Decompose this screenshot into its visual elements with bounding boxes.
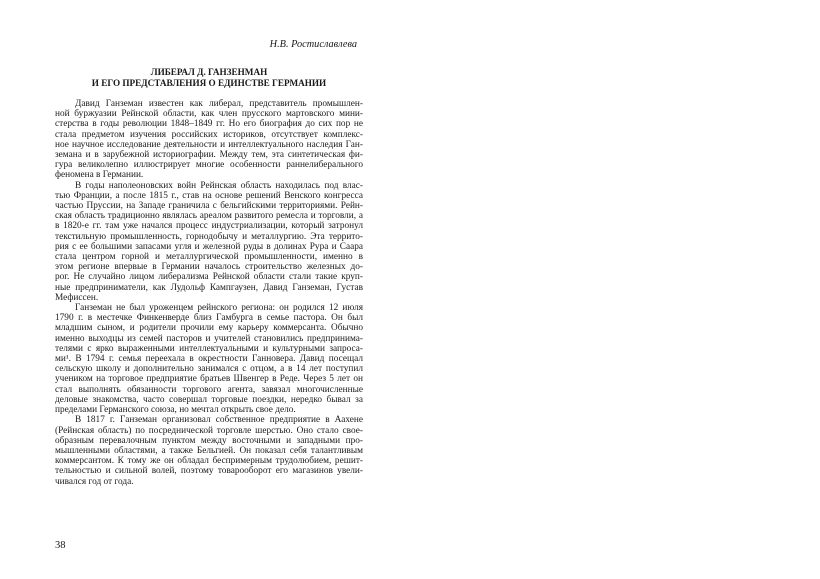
text-line: Ганземан не был уроженцем рейнского региона: он родился 12 июля — [75, 303, 363, 314]
article-title-line: ЛИБЕРАЛ Д. ГАНЗЕНМАН — [150, 67, 268, 77]
paragraph — [55, 99, 363, 181]
text-line: ной буржуазии Рейнской области, как член прусского мартовского мини- — [55, 109, 363, 120]
paragraph — [55, 181, 363, 303]
text-line: ми¹. В 1794 г. семья переехала в окрестности Ганновера. Давид посещал — [55, 354, 363, 365]
text-line: телями с ярко выраженными интеллектуальными и культурными запроса- — [55, 343, 363, 354]
text-line: в 1820-е гг. там уже начался процесс индустриализации, который затронул — [55, 221, 363, 232]
text-line: коммерсантом. К тому же он обладал беспримерным трудолюбием, решит- — [55, 456, 363, 467]
page — [55, 38, 363, 487]
text-line: стала предметом изучения российских историков, отсутствует комплекс- — [55, 129, 363, 140]
text-line: образным перевалочным пунктом между восточными и западными про- — [55, 435, 363, 446]
text-line: Мефиссен. — [55, 292, 99, 303]
text-line: земана и в зарубежной историографии. Между тем, эта синтетическая фи- — [55, 150, 363, 161]
text-line: тью Франции, а после 1815 г., став на основе решений Венского конгресса — [55, 190, 363, 201]
page-number: 38 — [55, 540, 66, 551]
text-line: младшим сыном, и родители прочили ему карьеру коммерсанта. Обычно — [55, 323, 363, 334]
text-line: стал выполнять обязанности торгового агента, завязал многочисленные — [55, 384, 363, 395]
text-line: Давид Ганземан известен как либерал, представитель промышлен- — [75, 99, 363, 109]
text-line: ное научное исследование деятельности и интеллектуального наследия Ган- — [55, 139, 363, 150]
text-line: гура великолепно иллюстрирует многие особенности раннелиберального — [55, 160, 363, 171]
article-body — [55, 99, 363, 487]
text-line: тельностью и сильной волей, поэтому товарооборот его магазинов увели- — [55, 466, 363, 477]
text-line: рог. Не случайно лицом либерализма Рейнской области стали такие круп- — [55, 272, 363, 283]
text-line: сельскую школу и дополнительно занимался с отцом, а в 14 лет поступил — [55, 364, 363, 375]
text-line: В годы наполеоновских войн Рейнская область находилась под влас- — [75, 180, 363, 191]
text-line: чивался год от года. — [55, 476, 134, 487]
text-line: текстильную промышленность, горнодобычу и металлургию. Эта террито- — [55, 231, 363, 242]
text-line: (Рейнская область) по посреднической торговле шерстью. Оно стало свое- — [55, 425, 363, 436]
text-line: рия с ее большими запасами угля и железной руды в долинах Рура и Саара — [55, 241, 363, 252]
text-line: пределами Германского союза, но мечтал открыть свое дело. — [55, 405, 296, 416]
article-title — [55, 67, 363, 89]
text-line: этом регионе впервые в Германии началось строительство железных до- — [55, 262, 363, 273]
text-line: 1790 г. в местечке Финкенверде близ Гамбурга в семье пастора. Он был — [55, 313, 363, 324]
text-line: ская область традиционно являлась ареалом развитого ремесла и торговли, а — [55, 211, 363, 222]
paragraph — [55, 303, 363, 415]
text-line: мышленными областями, а также Бельгией. Он показал себя талантливым — [55, 445, 363, 456]
text-line: В 1817 г. Ганземан организовал собственное предприятие в Аахене — [75, 415, 363, 426]
paragraph — [55, 415, 363, 486]
text-line: деловые знакомства, часто совершал торговые поездки, нередко бывал за — [55, 394, 363, 405]
text-line: учеником на торговое предприятие братьев Швенгер в Реде. Через 5 лет он — [55, 374, 363, 385]
text-line: стала центром горной и металлургической промышленности, именно в — [55, 252, 363, 263]
article-title-line: И ЕГО ПРЕДСТАВЛЕНИЯ О ЕДИНСТВЕ ГЕРМАНИИ — [91, 78, 327, 88]
text-line: стерства в годы революции 1848–1849 гг. Но его биография до сих пор не — [55, 119, 363, 130]
text-line: частью Пруссии, на Западе граничила с бельгийскими территориями. Рейн- — [55, 201, 363, 212]
text-line: именно выходцы из семей пасторов и учителей становились предпринима- — [55, 333, 363, 344]
text-line: ные предприниматели, как Лудольф Кампгаузен, Давид Ганземан, Густав — [55, 282, 363, 293]
running-header-author: Н.В. Ростиславлева — [269, 39, 357, 50]
text-line: феномена в Германии. — [55, 170, 144, 181]
